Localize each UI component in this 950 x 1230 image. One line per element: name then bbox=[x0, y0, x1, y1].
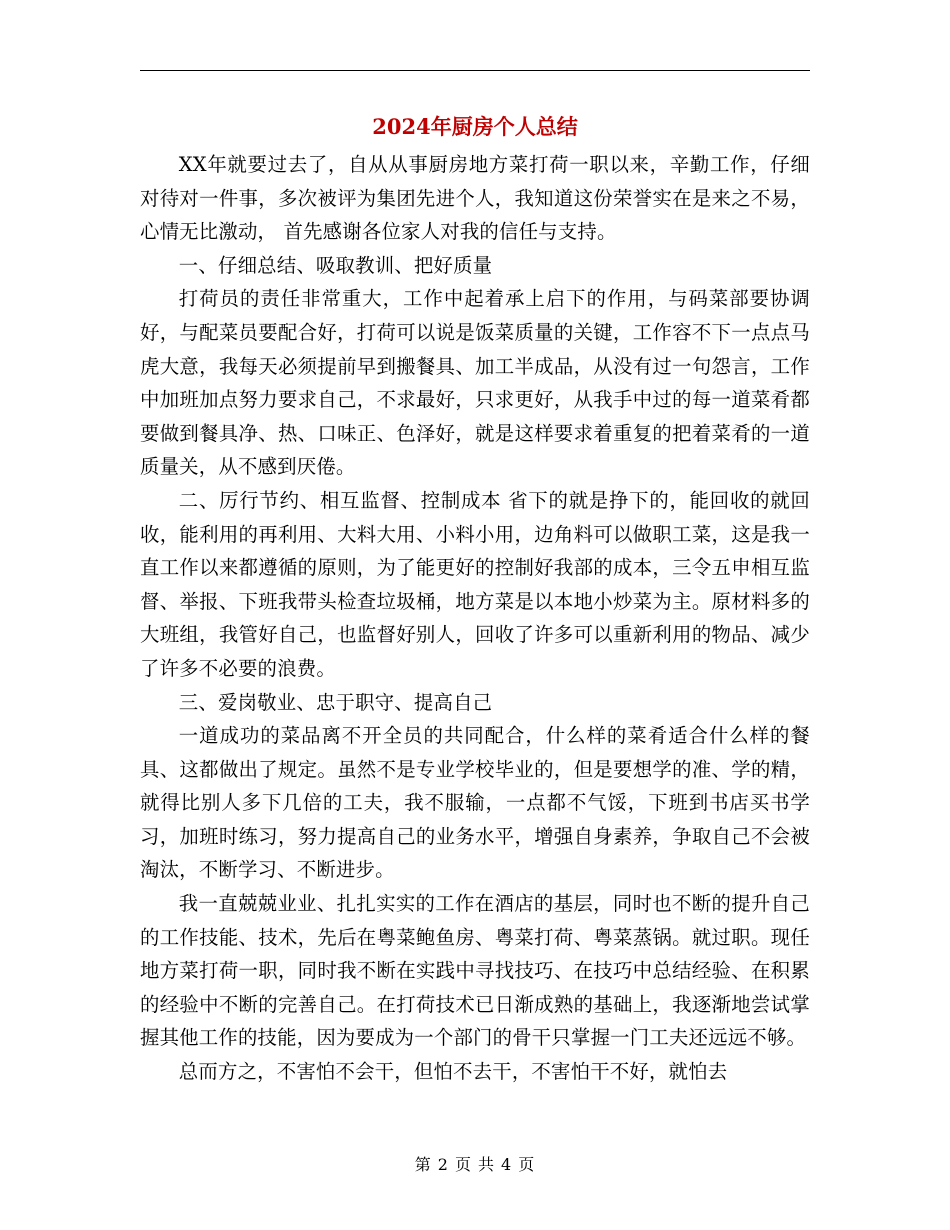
footer-middle: 页 共 bbox=[454, 1155, 496, 1174]
page-footer bbox=[0, 1154, 950, 1176]
header-rule bbox=[140, 70, 810, 71]
section-heading-1: 一、仔细总结、吸取教训、把好质量 bbox=[178, 253, 493, 277]
paragraph-section-3: 一道成功的菜品离不开全员的共同配合，什么样的菜肴适合什么样的餐具、这都做出了规定。虽然不是专业学校毕业的，但是要想学的准、学的精，就得比别人多下几倍的工夫，我不服输，一点都不气馁，下班到书店买书学习，加班时练习，努力提高自己的业务水平，增强自身素养，争取自己不会被淘汰，不断学习、不断进步。 bbox=[140, 724, 810, 882]
footer-total-pages: 4 bbox=[501, 1155, 513, 1174]
paragraph-section-2: 二、厉行节约、相互监督、控制成本 省下的就是挣下的，能回收的就回收，能利用的再利用、大料大用、小料小用，边角料可以做职工菜，这是我一直工作以来都遵循的原则，为了能更好的控制好我部的成本，三令五申相互监督、举报、下班我带头检查垃圾桶，地方菜是以本地小炒菜为主。原材料多的大班组，我管好自己，也监督好别人，回收了许多可以重新利用的物品、减少了许多不必要的浪费。 bbox=[140, 488, 810, 680]
footer-suffix: 页 bbox=[518, 1155, 536, 1174]
paragraph-career: 我一直兢兢业业、扎扎实实的工作在酒店的基层，同时也不断的提升自己的工作技能、技术，先后在粤菜鲍鱼房、粤菜打荷、粤菜蒸锅。就过职。现任地方菜打荷一职，同时我不断在实践中寻找技巧、在技巧中总结经验、在积累的经验中不断的完善自己。在打荷技术已日渐成熟的基础上，我逐渐地尝试掌握其他工作的技能，因为要成为一个部门的骨干只掌握一门工夫还远远不够。 bbox=[140, 892, 810, 1050]
paragraph-intro: XX年就要过去了，自从从事厨房地方菜打荷一职以来，辛勤工作，仔细对待对一件事，多次被评为集团先进个人，我知道这份荣誉实在是来之不易，心情无比激动， 首先感谢各位家人对我的信任与支持。 bbox=[140, 153, 810, 244]
section-heading-3: 三、爱岗敬业、忠于职守、提高自己 bbox=[178, 690, 493, 714]
document-title: 2024年厨房个人总结 bbox=[372, 114, 578, 139]
paragraph-conclusion: 总而方之，不害怕不会干，但怕不去干，不害怕干不好，就怕去 bbox=[178, 1060, 728, 1084]
paragraph-section-1: 打荷员的责任非常重大，工作中起着承上启下的作用，与码菜部要协调好，与配菜员要配合好，打荷可以说是饭菜质量的关键，工作容不下一点点马虎大意，我每天必须提前早到搬餐具、加工半成品，从没有过一句怨言，工作中加班加点努力要求自己，不求最好，只求更好，从我手中过的每一道菜肴都要做到餐具净、热、口味正、色泽好，就是这样要求着重复的把着菜肴的一道质量关，从不感到厌倦。 bbox=[140, 287, 810, 479]
footer-page-number: 2 bbox=[437, 1155, 449, 1174]
document-body bbox=[140, 148, 810, 1089]
footer-prefix: 第 bbox=[414, 1155, 432, 1174]
